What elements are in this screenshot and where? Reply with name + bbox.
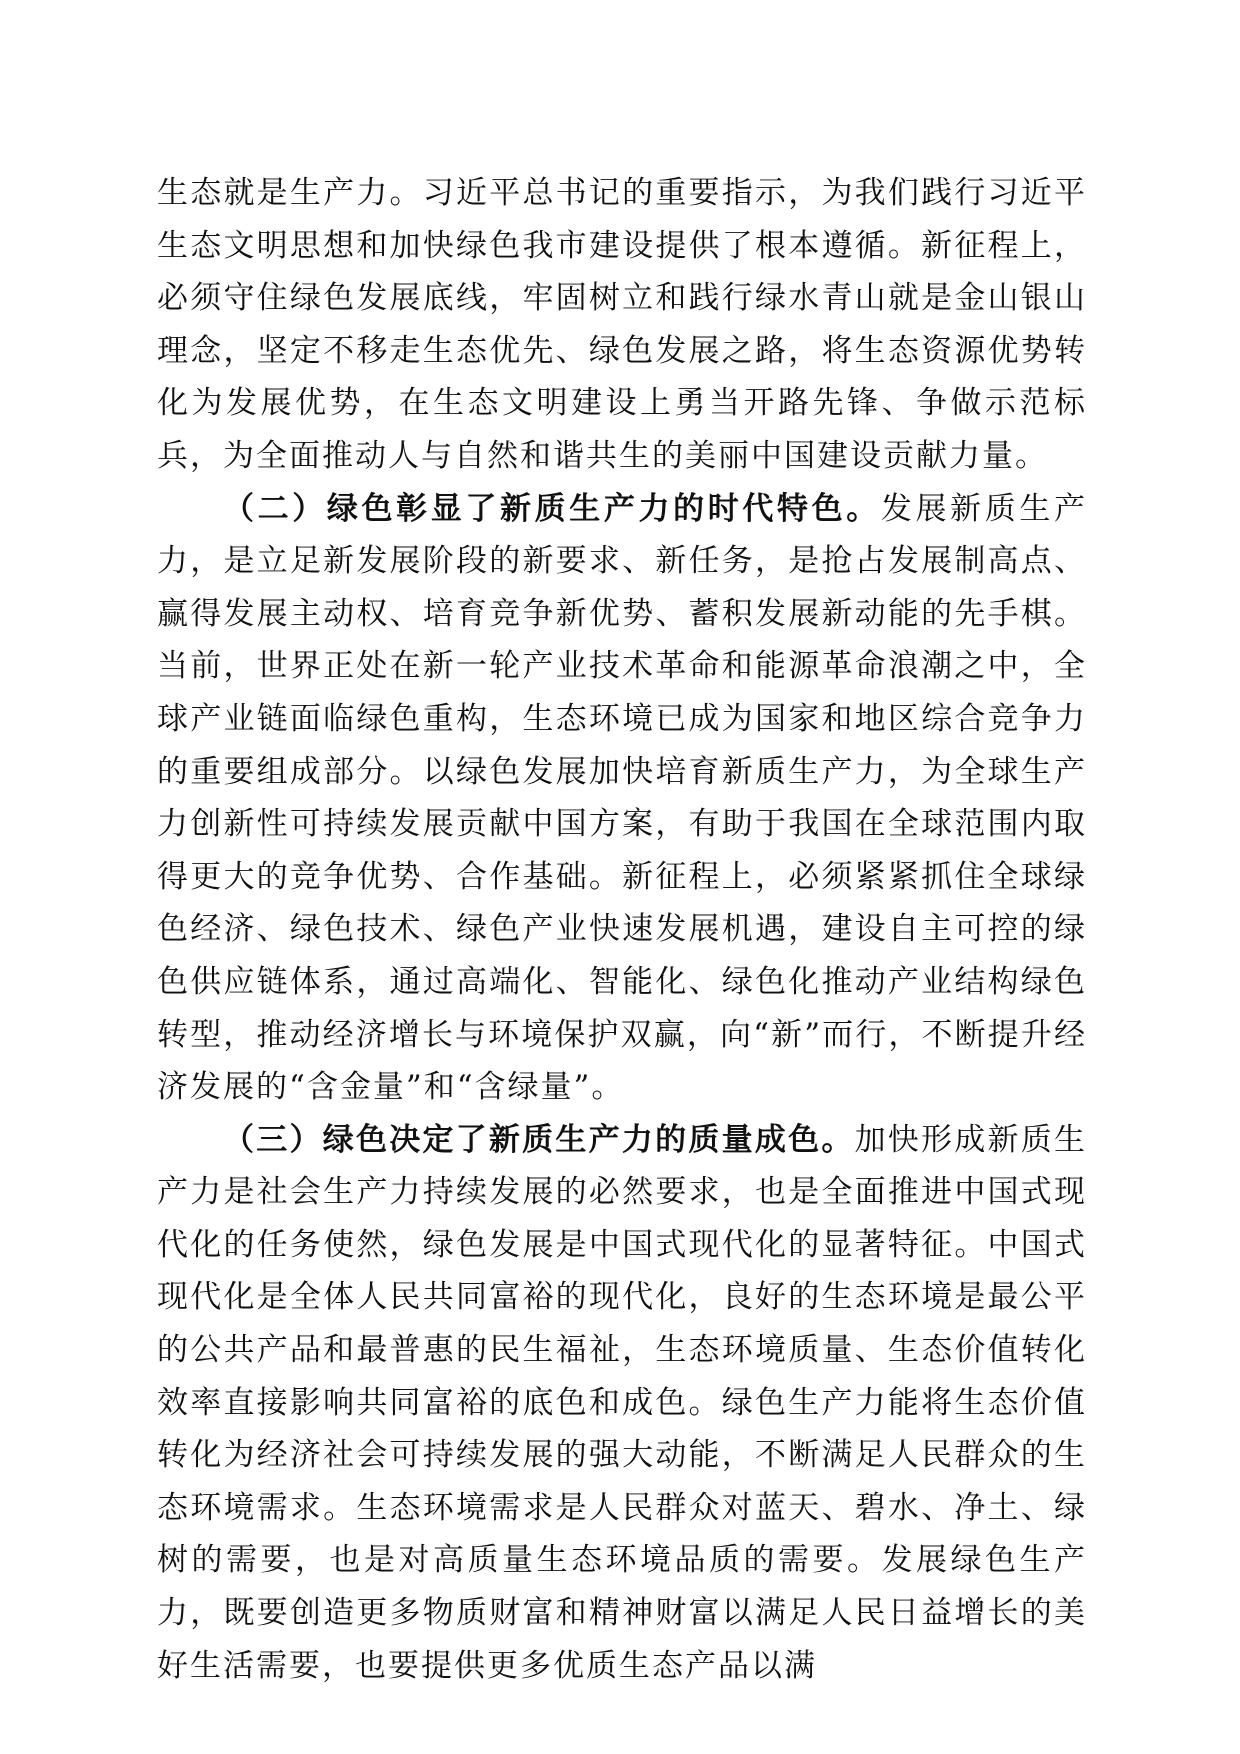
- section-2-heading: （二）绿色彰显了新质生产力的时代特色。: [223, 490, 881, 527]
- document-body: [157, 167, 1087, 1692]
- paragraph-3-text: 加快形成新质生产力是社会生产力持续发展的必然要求，也是全面推进中国式现代化的任务使然，绿色发展是中国式现代化的显著特征。中国式现代化是全体人民共同富裕的现代化，良好的生态环境是最公平的公共产品和最普惠的民生福祉，生态环境质量、生态价值转化效率直接影响共同富裕的底色和成色。绿色生产力能将生态价值转化为经济社会可持续发展的强大动能，不断满足人民群众的生态环境需求。生态环境需求是人民群众对蓝天、碧水、净土、绿树的需要，也是对高质量生态环境品质的需要。发展绿色生产力，既要创造更多物质财富和精神财富以满足人民日益增长的美好生活需要，也要提供更多优质生态产品以满: [157, 1121, 1088, 1684]
- paragraph-2: [157, 483, 1087, 1114]
- paragraph-1: [157, 167, 1087, 483]
- paragraph-3: [157, 1114, 1087, 1693]
- paragraph-2-text: 发展新质生产力，是立足新发展阶段的新要求、新任务，是抢占发展制高点、赢得发展主动权、培育竞争新优势、蓄积发展新动能的先手棋。当前，世界正处在新一轮产业技术革命和能源革命浪潮之中，全球产业链面临绿色重构，生态环境已成为国家和地区综合竞争力的重要组成部分。以绿色发展加快培育新质生产力，为全球生产力创新性可持续发展贡献中国方案，有助于我国在全球范围内取得更大的竞争优势、合作基础。新征程上，必须紧紧抓住全球绿色经济、绿色技术、绿色产业快速发展机遇，建设自主可控的绿色供应链体系，通过高端化、智能化、绿色化推动产业结构绿色转型，推动经济增长与环境保护双赢，向“新”而行，不断提升经济发展的“含金量”和“含绿量”。: [157, 490, 1087, 1106]
- section-3-heading: （三）绿色决定了新质生产力的质量成色。: [223, 1121, 855, 1158]
- paragraph-1-text: 生态就是生产力。习近平总书记的重要指示，为我们践行习近平生态文明思想和加快绿色我市建设提供了根本遵循。新征程上，必须守住绿色发展底线，牢固树立和践行绿水青山就是金山银山理念，坚定不移走生态优先、绿色发展之路，将生态资源优势转化为发展优势，在生态文明建设上勇当开路先锋、争做示范标兵，为全面推动人与自然和谐共生的美丽中国建设贡献力量。: [157, 175, 1087, 474]
